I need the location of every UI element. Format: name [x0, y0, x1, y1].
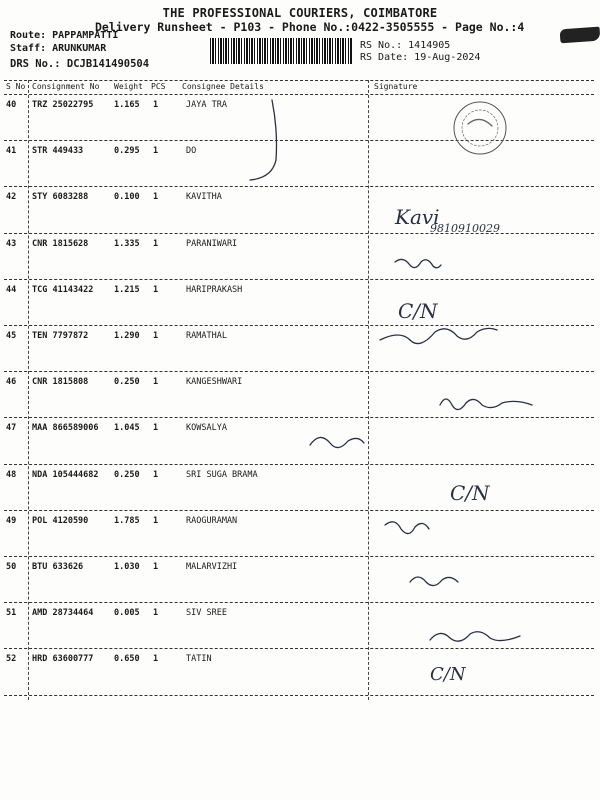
- row-weight: 1.030: [114, 562, 140, 572]
- table-row: [6, 327, 592, 373]
- row-consignee: RAMATHAL: [186, 331, 227, 341]
- row-divider: [4, 325, 594, 326]
- row-consignment: HRD 63600777: [32, 654, 94, 665]
- row-consignee: KANGESHWARI: [186, 377, 243, 388]
- header-bottom-rule: [4, 94, 594, 95]
- table-row: [6, 142, 592, 188]
- col-signature: Signature: [374, 82, 418, 91]
- row-weight: 0.650: [114, 654, 140, 665]
- row-pcs: 1: [153, 423, 159, 434]
- runsheet-subtitle: Delivery Runsheet - P103 - Phone No.:0422-3505555 - Page No.:4: [95, 20, 525, 34]
- row-pcs: 1: [153, 284, 159, 295]
- row-sno: 49: [6, 515, 17, 526]
- row-consignee: HARIPRAKASH: [186, 284, 243, 295]
- table-row: [6, 188, 592, 234]
- table-row: [6, 235, 592, 281]
- row-pcs: 1: [153, 515, 159, 526]
- handwritten-name-kavi: Kavi: [395, 205, 440, 229]
- row-consignee: PARANIWARI: [186, 238, 238, 249]
- row-weight: 1.215: [114, 284, 140, 295]
- barcode-graphic: [210, 38, 352, 64]
- row-sno: 51: [6, 608, 17, 619]
- table-header: [6, 80, 592, 92]
- rs-date: RS Date: 19-Aug-2024: [360, 52, 481, 63]
- row-divider: [4, 371, 594, 372]
- handwritten-number: 9810910029: [430, 222, 500, 235]
- row-weight: 1.785: [114, 515, 140, 526]
- table-row: [6, 512, 592, 558]
- ink-scribble-mark: [560, 27, 600, 44]
- row-consignee: JAYA TRA: [186, 100, 227, 110]
- row-weight: 0.005: [114, 608, 140, 619]
- row-pcs: 1: [153, 238, 159, 249]
- row-consignee: TATIN: [186, 654, 212, 665]
- row-divider: [4, 464, 594, 465]
- row-consignment: TEN 7797872: [32, 331, 89, 341]
- row-sno: 40: [6, 100, 17, 110]
- row-sno: 50: [6, 562, 17, 572]
- row-pcs: 1: [153, 146, 159, 157]
- row-weight: 0.250: [114, 469, 140, 480]
- row-weight: 0.100: [114, 192, 140, 203]
- row-consignee: RAOGURAMAN: [186, 515, 238, 526]
- row-consignee: MALARVIZHI: [186, 562, 238, 572]
- row-consignment: AMD 28734464: [32, 608, 94, 619]
- handwritten-cn-row52: C/N: [430, 664, 466, 685]
- row-pcs: 1: [153, 100, 159, 110]
- row-divider: [4, 186, 594, 187]
- col-consignee: Consignee Details: [182, 82, 264, 91]
- row-pcs: 1: [153, 654, 159, 665]
- table-row: [6, 650, 592, 696]
- col-pcs: PCS: [151, 82, 166, 91]
- table-row: [6, 604, 592, 650]
- table-row: [6, 96, 592, 142]
- row-sno: 45: [6, 331, 17, 341]
- row-consignment: TCG 41143422: [32, 284, 94, 295]
- row-weight: 1.290: [114, 331, 140, 341]
- row-divider: [4, 417, 594, 418]
- row-sno: 41: [6, 146, 17, 157]
- table-row: [6, 558, 592, 604]
- row-divider: [4, 695, 594, 696]
- row-sno: 52: [6, 654, 17, 665]
- row-divider: [4, 602, 594, 603]
- row-pcs: 1: [153, 562, 159, 572]
- row-consignee: SIV SREE: [186, 608, 227, 619]
- row-pcs: 1: [153, 192, 159, 203]
- row-divider: [4, 648, 594, 649]
- row-consignment: TRZ 25022795: [32, 100, 94, 110]
- row-sno: 43: [6, 238, 17, 249]
- page-title: THE PROFESSIONAL COURIERS, COIMBATORE: [162, 6, 438, 20]
- table-row: [6, 419, 592, 465]
- row-consignee: KOWSALYA: [186, 423, 227, 434]
- table-row: [6, 466, 592, 512]
- row-divider: [4, 279, 594, 280]
- row-sno: 47: [6, 423, 17, 434]
- row-consignment: STR 449433: [32, 146, 84, 157]
- handwritten-cn-row48: C/N: [450, 481, 490, 505]
- row-divider: [4, 140, 594, 141]
- row-pcs: 1: [153, 469, 159, 480]
- row-weight: 1.045: [114, 423, 140, 434]
- row-consignment: STY 6083288: [32, 192, 89, 203]
- row-consignment: POL 4120590: [32, 515, 89, 526]
- table-row: [6, 373, 592, 419]
- row-consignment: CNR 1815628: [32, 238, 89, 249]
- col-weight: Weight: [114, 82, 143, 91]
- row-consignment: NDA 105444682: [32, 469, 99, 480]
- row-consignment: MAA 866589006: [32, 423, 99, 434]
- row-consignee: SRI SUGA BRAMA: [186, 469, 258, 480]
- col-consignment: Consignment No: [32, 82, 100, 91]
- row-sno: 44: [6, 284, 17, 295]
- row-consignment: BTU 633626: [32, 562, 84, 572]
- row-consignment: CNR 1815808: [32, 377, 89, 388]
- row-sno: 48: [6, 469, 17, 480]
- row-sno: 42: [6, 192, 17, 203]
- row-pcs: 1: [153, 608, 159, 619]
- rs-number: RS No.: 1414905: [360, 40, 451, 51]
- handwritten-cn-row44: C/N: [398, 299, 438, 323]
- row-pcs: 1: [153, 377, 159, 388]
- row-consignee: KAVITHA: [186, 192, 222, 203]
- row-divider: [4, 510, 594, 511]
- row-consignee: DO: [186, 146, 197, 157]
- row-sno: 46: [6, 377, 17, 388]
- row-pcs: 1: [153, 331, 159, 341]
- col-sno: S No: [6, 82, 26, 91]
- row-weight: 1.165: [114, 100, 140, 110]
- drs-number: DRS No.: DCJB141490504: [10, 58, 150, 70]
- route-label: Route: PAPPAMPATTI: [10, 30, 119, 41]
- staff-label: Staff: ARUNKUMAR: [10, 43, 107, 54]
- row-weight: 0.295: [114, 146, 140, 157]
- row-divider: [4, 233, 594, 234]
- row-weight: 0.250: [114, 377, 140, 388]
- row-divider: [4, 556, 594, 557]
- row-weight: 1.335: [114, 238, 140, 249]
- table-row: [6, 281, 592, 327]
